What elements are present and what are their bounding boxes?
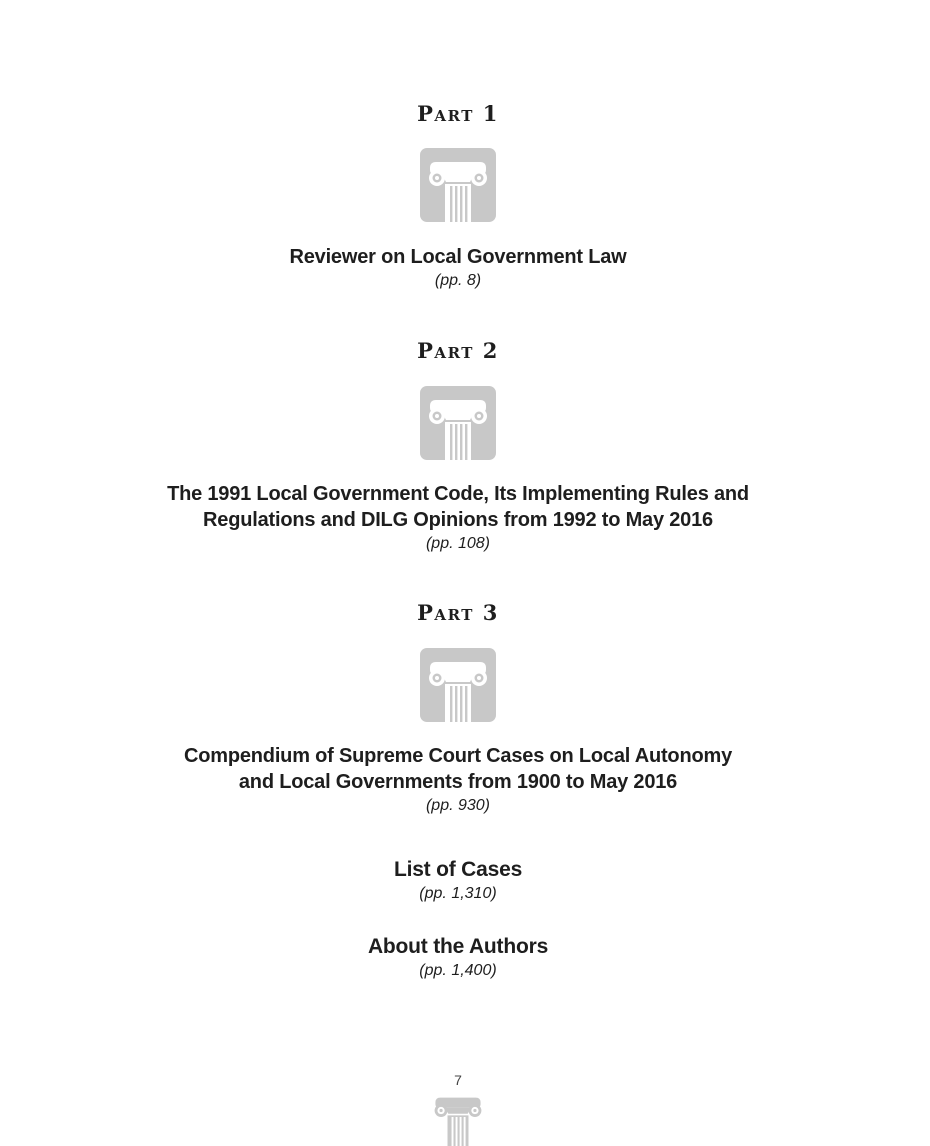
part-label: Part 1 <box>417 101 499 126</box>
part-2-heading <box>0 338 916 364</box>
ionic-column-icon <box>420 648 496 722</box>
ionic-column-icon <box>420 148 496 222</box>
page-reference: (pp. 8) <box>434 272 482 289</box>
section-title-line: and Local Governments from 1900 to May 2016 <box>238 771 678 793</box>
part-2-title <box>0 481 916 555</box>
part-3-title <box>0 743 916 817</box>
footer-page-number <box>0 1071 916 1089</box>
section-title-line: List of Cases <box>393 858 523 881</box>
section-title-line: Compendium of Supreme Court Cases on Local Autonomy <box>184 745 732 767</box>
page-reference: (pp. 108) <box>425 535 491 552</box>
part-3-heading <box>0 600 916 626</box>
footer-icon-wrap <box>0 1096 916 1146</box>
part-1-title <box>0 244 916 292</box>
ionic-column-icon <box>420 386 496 460</box>
section-title-line: Reviewer on Local Government Law <box>289 246 627 268</box>
part-label: Part 2 <box>417 338 499 363</box>
about-authors-entry <box>0 934 916 982</box>
page-number: 7 <box>454 1072 462 1088</box>
part-1-icon-wrap <box>0 148 916 222</box>
page-reference: (pp. 930) <box>425 797 491 814</box>
ionic-column-icon <box>427 1096 489 1146</box>
section-title-line: Regulations and DILG Opinions from 1992 to May 2016 <box>203 509 713 531</box>
part-2-icon-wrap <box>0 386 916 460</box>
section-title-line: The 1991 Local Government Code, Its Implementing Rules and <box>167 483 749 505</box>
part-label: Part 3 <box>417 600 499 625</box>
list-of-cases-entry <box>0 857 916 905</box>
section-title-line: About the Authors <box>367 935 549 958</box>
part-1-heading <box>0 101 916 127</box>
page-reference: (pp. 1,310) <box>419 885 497 902</box>
part-3-icon-wrap <box>0 648 916 722</box>
page-reference: (pp. 1,400) <box>419 962 497 979</box>
